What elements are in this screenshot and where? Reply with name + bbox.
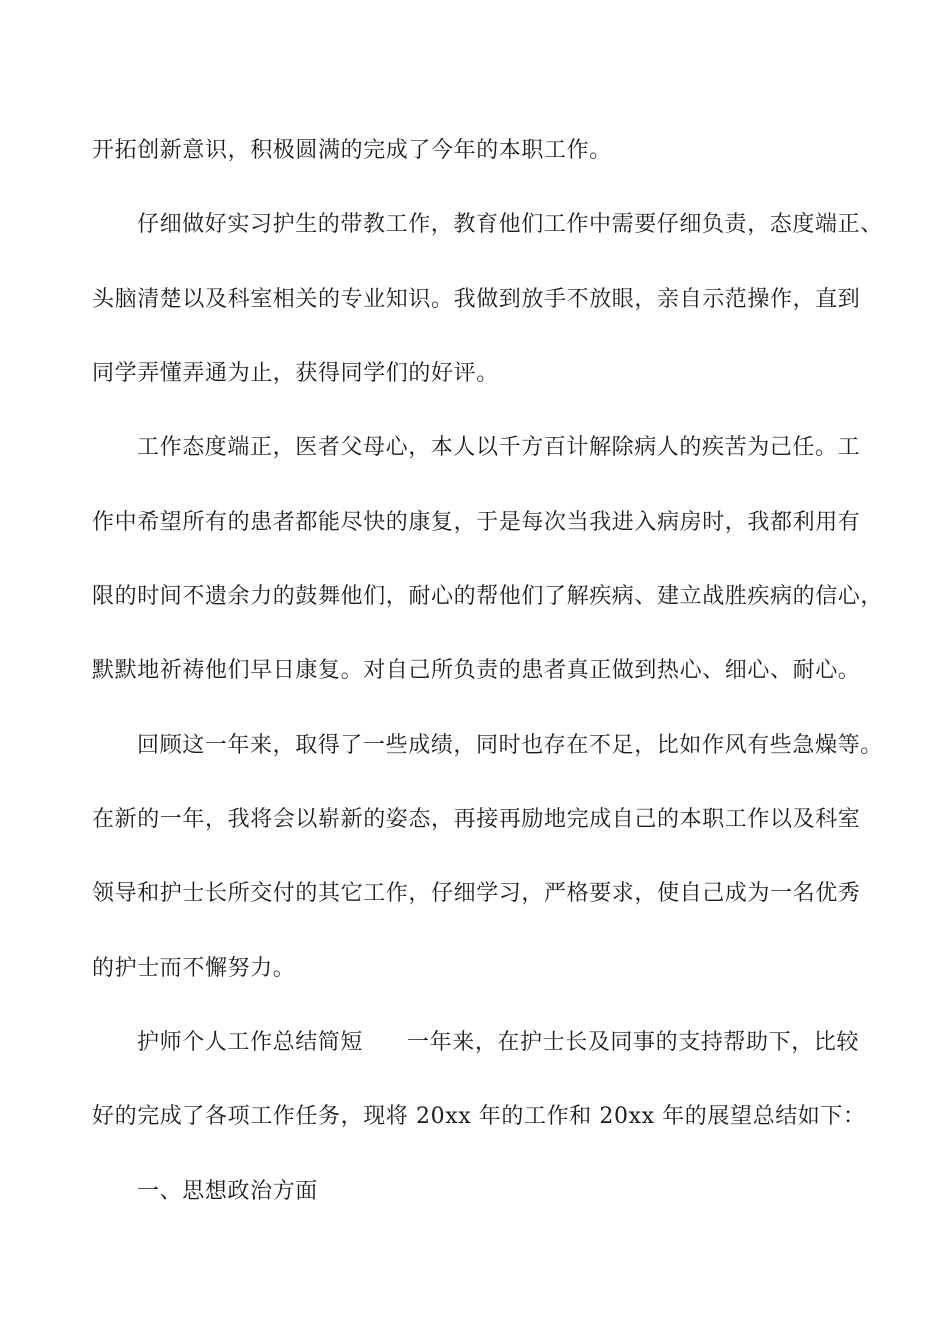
text-line: 作中希望所有的患者都能尽快的康复，于是每次当我进入病房时，我都利用有 <box>92 510 861 535</box>
summary-intro: 一年来，在护士长及同事的支持帮助下，比较 <box>407 1030 860 1055</box>
paragraph-first-line: 回顾这一年来，取得了一些成绩，同时也存在不足，比如作风有些急燥等。 <box>137 733 883 758</box>
text-line: 同学弄懂弄通为止，获得同学们的好评。 <box>92 361 499 386</box>
text-line: 默默地祈祷他们早日康复。对自己所负责的患者真正做到热心、细心、耐心。 <box>92 658 861 683</box>
text-line: 领导和护士长所交付的其它工作，仔细学习，严格要求，使自己成为一名优秀 <box>92 881 861 906</box>
text-line: 在新的一年，我将会以崭新的姿态，再接再励地完成自己的本职工作以及科室 <box>92 807 861 832</box>
text-line: 好的完成了各项工作任务，现将 20xx 年的工作和 20xx 年的展望总结如下： <box>92 1104 866 1129</box>
paragraph-first-line: 仔细做好实习护生的带教工作，教育他们工作中需要仔细负责，态度端正、 <box>137 212 883 237</box>
text-line: 开拓创新意识，积极圆满的完成了今年的本职工作。 <box>92 138 612 163</box>
paragraph-first-line: 工作态度端正，医者父母心，本人以千方百计解除病人的疾苦为己任。工 <box>137 435 861 460</box>
summary-line <box>137 1028 859 1058</box>
section-heading: 一、思想政治方面 <box>137 1179 318 1204</box>
text-line: 的护士而不懈努力。 <box>92 956 296 981</box>
text-line: 头脑清楚以及科室相关的专业知识。我做到放手不放眼，亲自示范操作，直到 <box>92 287 861 312</box>
summary-title: 护师个人工作总结简短 <box>137 1030 364 1055</box>
text-line: 限的时间不遗余力的鼓舞他们，耐心的帮他们了解疾病、建立战胜疾病的信心， <box>92 584 884 609</box>
